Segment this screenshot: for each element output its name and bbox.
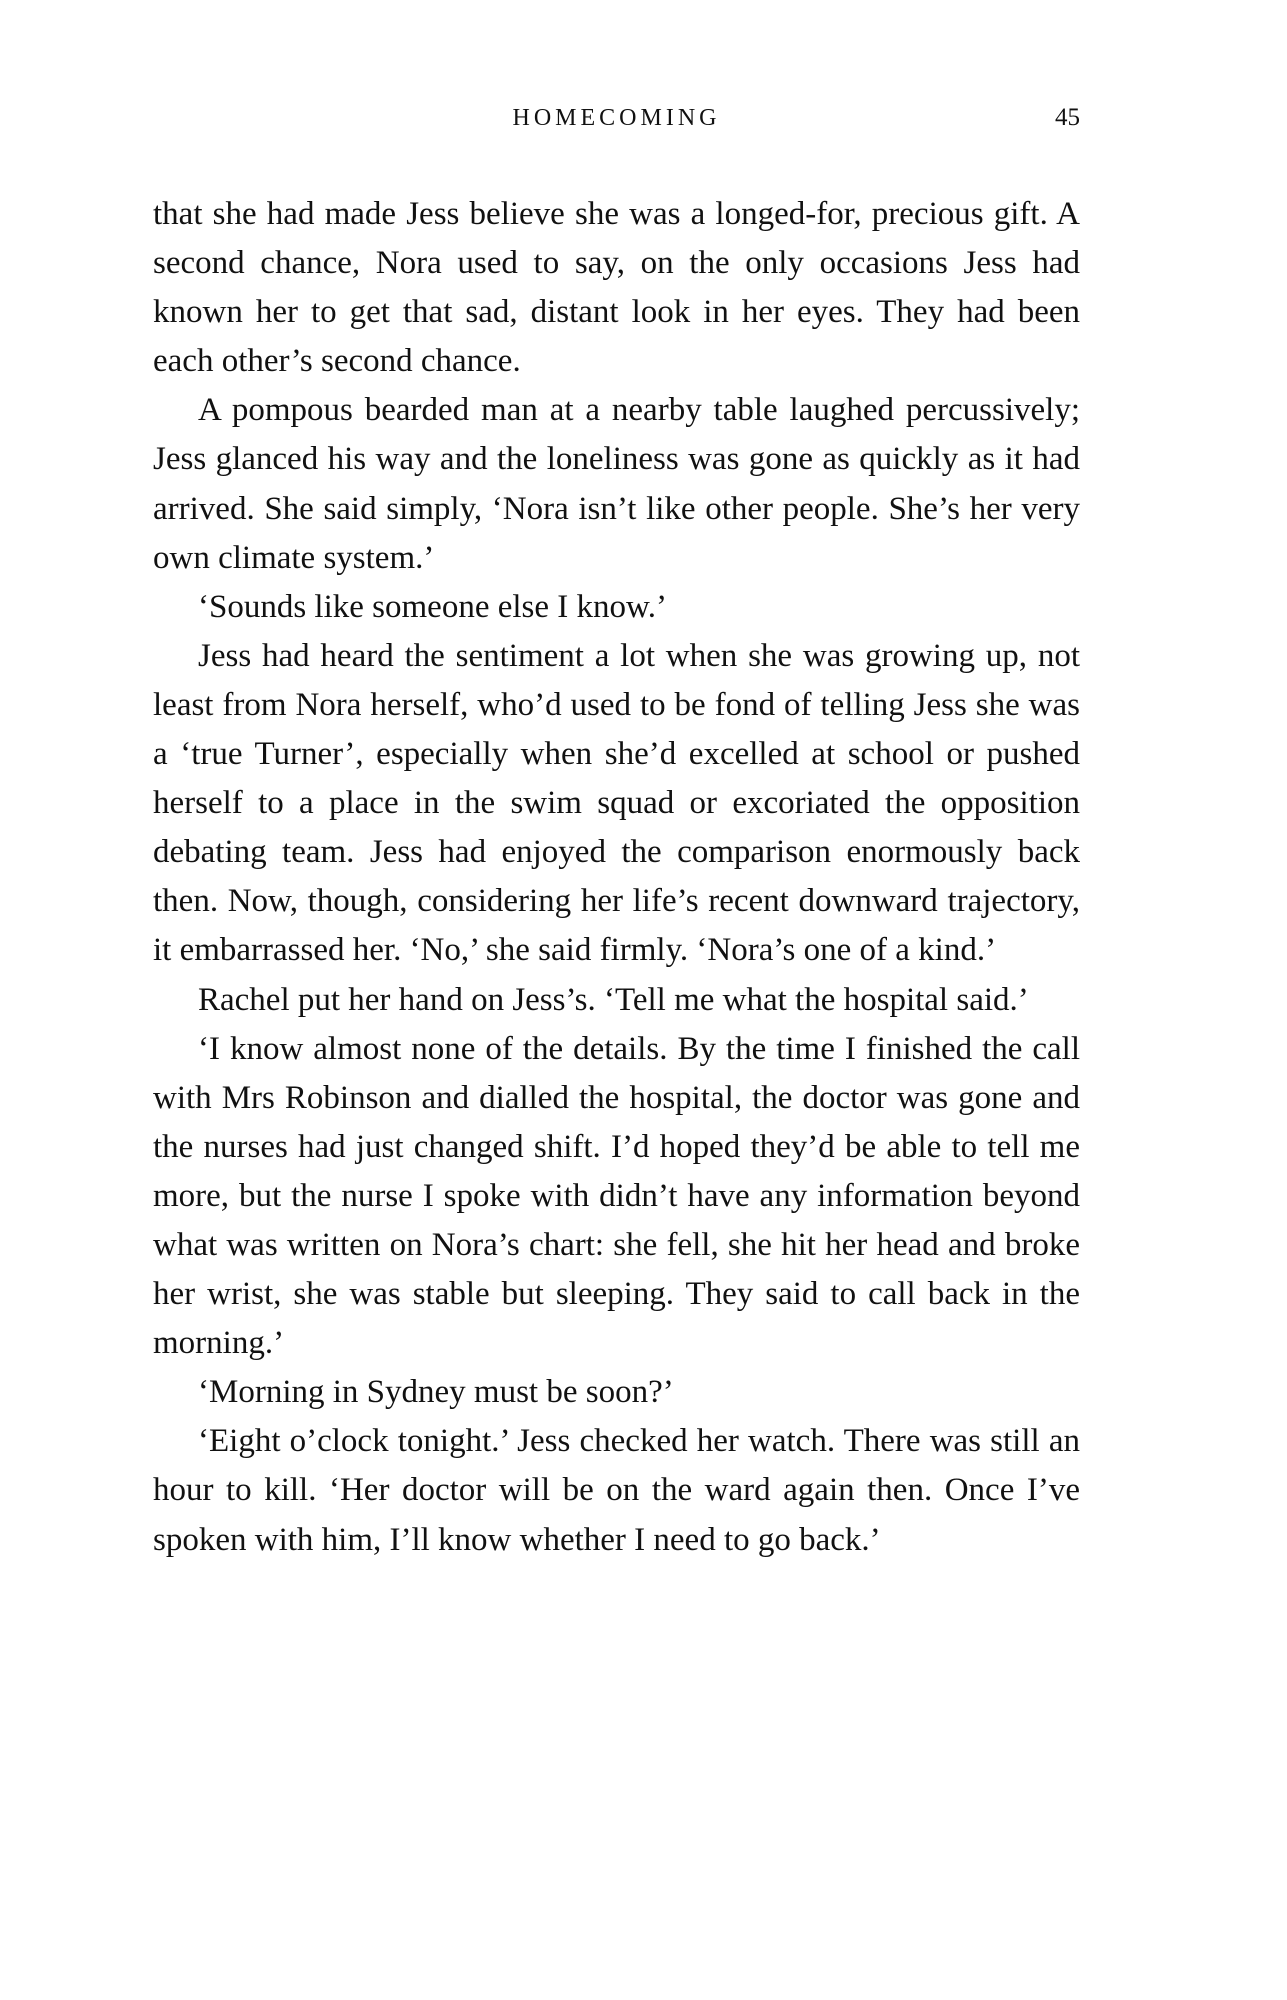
paragraph: ‘Eight o’clock tonight.’ Jess checked her watch. There was still an hour to kill. ‘Her doctor will be on the ward again then. Once I’ve spoken with him, I’ll know whether I need to go back.’ xyxy=(153,1423,1080,1558)
paragraph: ‘Morning in Sydney must be soon?’ xyxy=(198,1374,674,1411)
running-head xyxy=(153,98,1080,138)
paragraph: A pompous bearded man at a nearby table laughed percussively; Jess glanced his way and the loneliness was gone as quickly as it had arrived. She said simply, ‘Nora isn’t like other people. She’s her very own climate system.’ xyxy=(153,392,1080,576)
running-title: HOMECOMING xyxy=(512,105,721,131)
paragraph: ‘Sounds like someone else I know.’ xyxy=(198,588,667,625)
paragraph: Rachel put her hand on Jess’s. ‘Tell me what the hospital said.’ xyxy=(198,981,1029,1018)
paragraph: Jess had heard the sentiment a lot when she was growing up, not least from Nora herself, who’d used to be fond of telling Jess she was a ‘true Turner’, especially when she’d excelled at school or pushed herself to a place in the swim squad or excoriated the opposition debating team. Jess had enjoyed the comparison enormously back then. Now, though, considering her life’s recent downward trajectory, it embarrassed her. ‘No,’ she said firmly. ‘Nora’s one of a kind.’ xyxy=(153,637,1080,969)
paragraph: that she had made Jess believe she was a longed-for, precious gift. A second chance, Nora used to say, on the only occasions Jess had known her to get that sad, distant look in her eyes. They had been each other’s second chance. xyxy=(153,196,1080,380)
paragraph: ‘I know almost none of the details. By the time I finished the call with Mrs Robinson and dialled the hospital, the doctor was gone and the nurses had just changed shift. I’d hoped they’d be able to tell me more, but the nurse I spoke with didn’t have any information beyond what was written on Nora’s chart: she fell, she hit her head and broke her wrist, she was stable but sleeping. They said to call back in the morning.’ xyxy=(153,1030,1080,1362)
page-number: 45 xyxy=(1055,104,1080,131)
body-text xyxy=(153,190,1080,1565)
